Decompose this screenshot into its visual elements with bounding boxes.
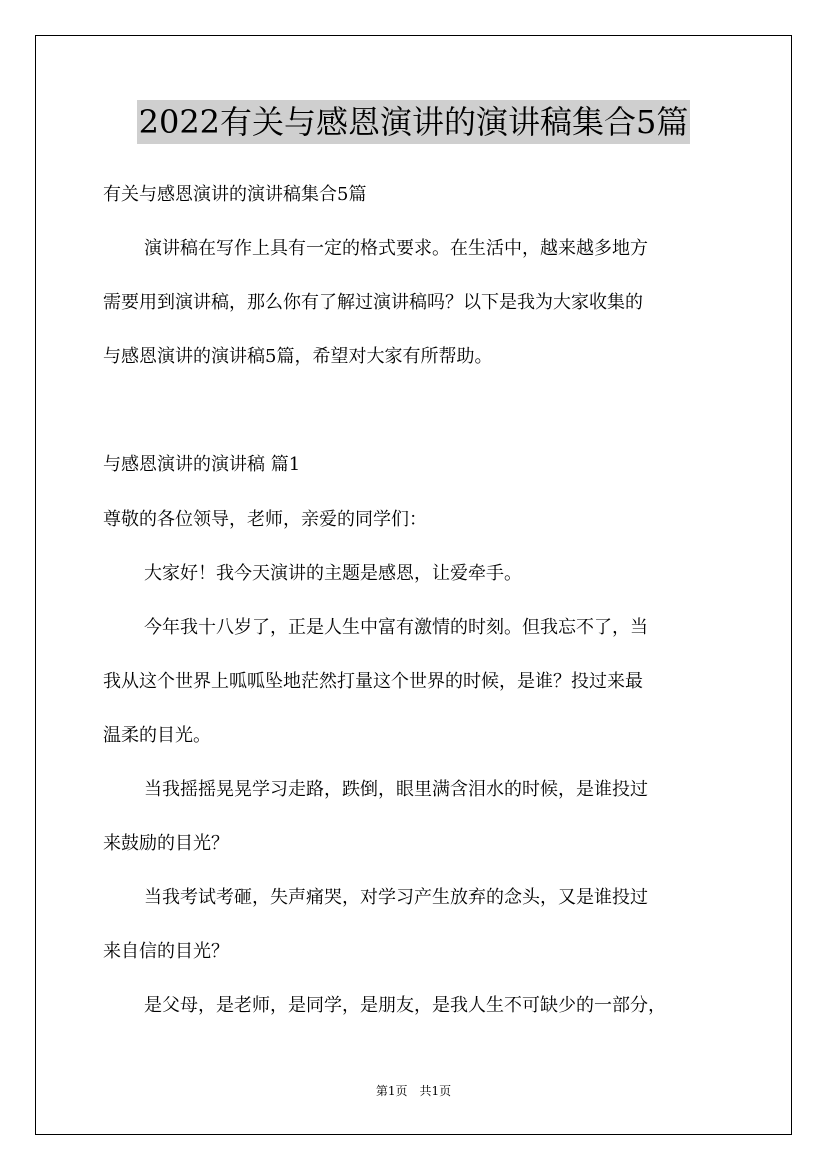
body-line-5: 当我摇摇晃晃学习走路，跌倒，眼里满含泪水的时候，是谁投过: [144, 779, 648, 800]
body-line-4: 温柔的目光。: [103, 725, 211, 746]
intro-line-2: 需要用到演讲稿，那么你有了解过演讲稿吗？以下是我为大家收集的: [103, 292, 643, 313]
body-line-1: 大家好！我今天演讲的主题是感恩，让爱牵手。: [144, 563, 522, 584]
document-subtitle: 有关与感恩演讲的演讲稿集合5篇: [103, 184, 367, 205]
section-heading: 与感恩演讲的演讲稿 篇1: [103, 454, 301, 475]
body-line-9: 是父母，是老师，是同学，是朋友，是我人生不可缺少的一部分，: [144, 995, 666, 1016]
body-line-6: 来鼓励的目光？: [103, 833, 229, 854]
page-footer: 第1页 共1页: [375, 1084, 452, 1098]
body-line-3: 我从这个世界上呱呱坠地茫然打量这个世界的时候，是谁？投过来最: [103, 671, 643, 692]
title-container: [0, 100, 827, 144]
body-line-7: 当我考试考砸，失声痛哭，对学习产生放弃的念头，又是谁投过: [144, 887, 648, 908]
body-line-2: 今年我十八岁了，正是人生中富有激情的时刻。但我忘不了，当: [144, 617, 648, 638]
document-title: 2022有关与感恩演讲的演讲稿集合5篇: [137, 100, 691, 144]
greeting: 尊敬的各位领导，老师，亲爱的同学们：: [103, 509, 427, 530]
intro-line-3: 与感恩演讲的演讲稿5篇，希望对大家有所帮助。: [103, 346, 493, 367]
body-line-8: 来自信的目光？: [103, 941, 229, 962]
intro-line-1: 演讲稿在写作上具有一定的格式要求。在生活中，越来越多地方: [144, 238, 648, 259]
